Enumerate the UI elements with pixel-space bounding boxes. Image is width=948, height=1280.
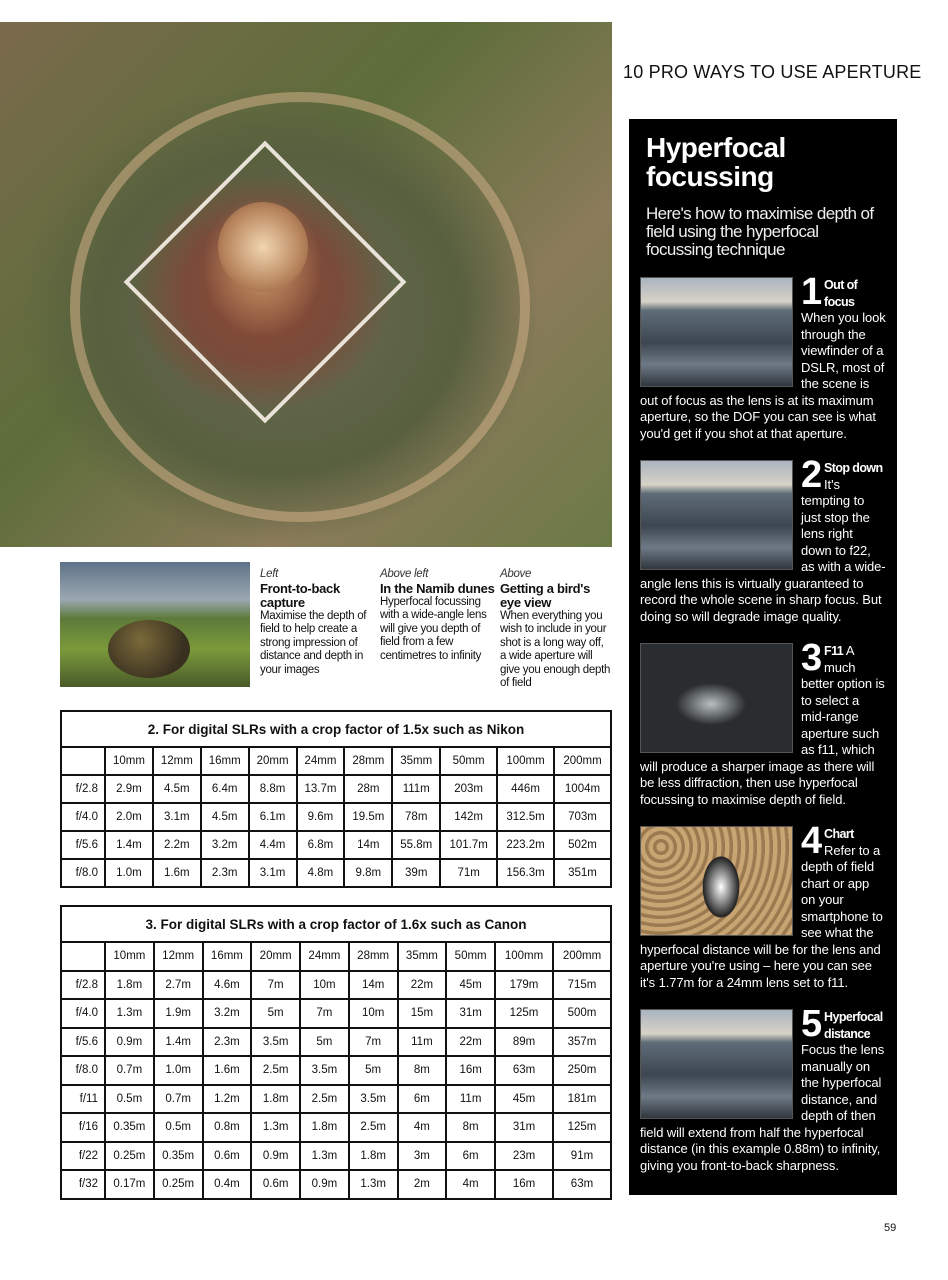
sidebar-subtitle: Here's how to maximise depth of field using the hyperfocal focussing technique [646, 204, 874, 259]
distance-cell: 4.5m [201, 803, 249, 831]
step-heading: Stop down [824, 461, 883, 475]
distance-cell: 5m [300, 1028, 349, 1057]
step-number: 5 [801, 1009, 823, 1045]
distance-cell: 357m [553, 1028, 611, 1057]
photo-rock [108, 620, 190, 678]
aperture-cell: f/16 [61, 1113, 105, 1142]
table-row [61, 775, 611, 803]
distance-cell: 3.5m [300, 1056, 349, 1085]
column-header: 12mm [154, 942, 203, 971]
distance-cell: 223.2m [497, 831, 554, 859]
distance-cell: 4m [446, 1170, 495, 1199]
distance-cell: 0.17m [105, 1170, 154, 1199]
distance-cell: 0.5m [105, 1085, 154, 1114]
distance-cell: 1.4m [154, 1028, 203, 1057]
distance-cell: 2.9m [105, 775, 153, 803]
distance-cell: 1.3m [251, 1113, 300, 1142]
aperture-cell: f/4.0 [61, 999, 105, 1028]
distance-cell: 4.5m [153, 775, 201, 803]
distance-cell: 2.5m [349, 1113, 398, 1142]
page-number: 59 [884, 1222, 897, 1234]
column-header: 100mm [495, 942, 553, 971]
distance-cell: 8m [398, 1056, 447, 1085]
distance-cell: 63m [553, 1170, 611, 1199]
aperture-cell: f/8.0 [61, 1056, 105, 1085]
column-header: 50mm [440, 747, 497, 775]
distance-cell: 2.3m [201, 859, 249, 887]
step-photo [640, 460, 793, 570]
distance-cell: 11m [398, 1028, 447, 1057]
step-number: 2 [801, 460, 823, 496]
distance-cell: 16m [495, 1170, 553, 1199]
caption-text: Hyperfocal focussing with a wide-angle lens will give you depth of field from a few centimetres to infinity [380, 595, 487, 662]
landscape-rock-photo [60, 562, 250, 687]
distance-cell: 6.4m [201, 775, 249, 803]
distance-cell: 8.8m [249, 775, 297, 803]
distance-cell: 2.5m [251, 1056, 300, 1085]
distance-cell: 3.1m [249, 859, 297, 887]
distance-cell: 1.0m [154, 1056, 203, 1085]
step-heading: Chart [824, 827, 854, 841]
distance-cell: 28m [344, 775, 392, 803]
step-5 [640, 1009, 886, 1174]
distance-cell: 7m [300, 999, 349, 1028]
distance-cell: 22m [446, 1028, 495, 1057]
distance-cell: 45m [495, 1085, 553, 1114]
distance-cell: 3.2m [203, 999, 252, 1028]
caption-title: Front-to-back capture [260, 580, 340, 610]
caption-title: In the Namib dunes [380, 580, 495, 596]
distance-cell: 5m [349, 1056, 398, 1085]
distance-cell: 15m [398, 999, 447, 1028]
caption-key: Above left [380, 568, 429, 580]
distance-cell: 1.2m [203, 1085, 252, 1114]
distance-cell: 0.4m [203, 1170, 252, 1199]
distance-cell: 14m [344, 831, 392, 859]
distance-cell: 1.8m [105, 971, 154, 1000]
table-title: 3. For digital SLRs with a crop factor of 1.6x such as Canon [61, 906, 611, 942]
aperture-cell: f/22 [61, 1142, 105, 1171]
distance-cell: 45m [446, 971, 495, 1000]
aperture-cell: f/4.0 [61, 803, 105, 831]
column-header: 12mm [153, 747, 201, 775]
distance-cell: 10m [300, 971, 349, 1000]
column-header: 28mm [349, 942, 398, 971]
distance-cell: 22m [398, 971, 447, 1000]
distance-cell: 0.5m [154, 1113, 203, 1142]
distance-cell: 31m [495, 1113, 553, 1142]
distance-cell: 78m [392, 803, 440, 831]
distance-cell: 2.7m [154, 971, 203, 1000]
distance-cell: 1.8m [300, 1113, 349, 1142]
aperture-cell: f/2.8 [61, 775, 105, 803]
distance-cell: 6m [446, 1142, 495, 1171]
distance-cell: 351m [554, 859, 611, 887]
distance-cell: 16m [446, 1056, 495, 1085]
distance-cell: 3.5m [349, 1085, 398, 1114]
distance-cell: 23m [495, 1142, 553, 1171]
distance-cell: 89m [495, 1028, 553, 1057]
column-header: 200mm [553, 942, 611, 971]
aperture-cell: f/8.0 [61, 859, 105, 887]
distance-cell: 2.2m [153, 831, 201, 859]
step-text: A much better option is to select a mid-range aperture such as f11, which will produce a sharper image as there will be less diffraction, then use hyperfocal focussing to maximise depth of field. [640, 643, 885, 807]
distance-cell: 101.7m [440, 831, 497, 859]
table-title: 2. For digital SLRs with a crop factor of 1.5x such as Nikon [61, 711, 611, 747]
distance-cell: 125m [495, 999, 553, 1028]
distance-cell: 6m [398, 1085, 447, 1114]
distance-cell: 3.2m [201, 831, 249, 859]
step-3 [640, 643, 886, 808]
step-photo [640, 826, 793, 936]
column-header: 16mm [203, 942, 252, 971]
step-heading: Out of focus [824, 278, 858, 309]
distance-cell: 3.5m [251, 1028, 300, 1057]
table-corner [61, 942, 105, 971]
table-row [61, 1113, 611, 1142]
column-header: 20mm [249, 747, 297, 775]
distance-cell: 91m [553, 1142, 611, 1171]
distance-cell: 4.8m [297, 859, 345, 887]
aperture-cell: f/32 [61, 1170, 105, 1199]
distance-cell: 0.35m [154, 1142, 203, 1171]
distance-cell: 502m [554, 831, 611, 859]
step-heading: Hyperfocal distance [824, 1010, 883, 1041]
step-number: 4 [801, 826, 823, 862]
step-text: Focus the lens manually on the hyperfocal distance, and depth of then field will extend from half the hyperfocal distance (in this example 0.88m) to infinity, giving you front-to-back sharpness. [640, 1042, 885, 1173]
distance-cell: 500m [553, 999, 611, 1028]
step-text: When you look through the viewfinder of a DSLR, most of the scene is out of focus as the lens is at its maximum aperture, so the DOF you can see is what you'd get if you shot at that aperture. [640, 310, 886, 441]
caption-key: Above [500, 568, 532, 580]
aperture-cell: f/5.6 [61, 1028, 105, 1057]
caption [380, 568, 500, 691]
distance-cell: 1.0m [105, 859, 153, 887]
distance-cell: 8m [446, 1113, 495, 1142]
column-header: 200mm [554, 747, 611, 775]
distance-cell: 11m [446, 1085, 495, 1114]
distance-cell: 1004m [554, 775, 611, 803]
distance-cell: 0.7m [154, 1085, 203, 1114]
section-header: 10 PRO WAYS TO USE APERTURE [623, 62, 922, 82]
distance-cell: 312.5m [497, 803, 554, 831]
column-header: 24mm [297, 747, 345, 775]
caption-key: Left [260, 568, 278, 580]
photo-stupa [218, 202, 308, 292]
caption [500, 568, 612, 691]
caption [260, 568, 380, 691]
distance-cell: 2.5m [300, 1085, 349, 1114]
table-row [61, 999, 611, 1028]
distance-cell: 6.1m [249, 803, 297, 831]
distance-cell: 5m [251, 999, 300, 1028]
distance-cell: 55.8m [392, 831, 440, 859]
step-number: 3 [801, 643, 823, 679]
distance-cell: 0.8m [203, 1113, 252, 1142]
distance-cell: 9.8m [344, 859, 392, 887]
distance-cell: 2m [398, 1170, 447, 1199]
caption-text: Maximise the depth of field to help create a strong impression of distance and depth in your images [260, 609, 367, 676]
distance-cell: 3m [398, 1142, 447, 1171]
distance-cell: 0.25m [105, 1142, 154, 1171]
distance-cell: 0.9m [105, 1028, 154, 1057]
distance-cell: 0.7m [105, 1056, 154, 1085]
distance-cell: 63m [495, 1056, 553, 1085]
distance-cell: 125m [553, 1113, 611, 1142]
distance-cell: 4m [398, 1113, 447, 1142]
distance-cell: 13.7m [297, 775, 345, 803]
distance-cell: 1.3m [105, 999, 154, 1028]
distance-cell: 1.3m [349, 1170, 398, 1199]
column-header: 35mm [392, 747, 440, 775]
caption-title: Getting a bird's eye view [500, 580, 591, 610]
column-header: 20mm [251, 942, 300, 971]
distance-cell: 446m [497, 775, 554, 803]
distance-cell: 2.3m [203, 1028, 252, 1057]
distance-cell: 0.6m [203, 1142, 252, 1171]
aperture-cell: f/11 [61, 1085, 105, 1114]
table-row [61, 1142, 611, 1171]
step-4 [640, 826, 886, 991]
table-row [61, 803, 611, 831]
column-header: 16mm [201, 747, 249, 775]
table-row [61, 971, 611, 1000]
distance-cell: 0.6m [251, 1170, 300, 1199]
distance-cell: 0.9m [251, 1142, 300, 1171]
distance-cell: 6.8m [297, 831, 345, 859]
hyperfocal-table-canon [60, 905, 612, 1200]
hyperfocal-sidebar [629, 119, 897, 1195]
distance-cell: 2.0m [105, 803, 153, 831]
distance-cell: 39m [392, 859, 440, 887]
distance-cell: 71m [440, 859, 497, 887]
step-2 [640, 460, 886, 625]
aperture-cell: f/5.6 [61, 831, 105, 859]
distance-cell: 703m [554, 803, 611, 831]
distance-cell: 179m [495, 971, 553, 1000]
distance-cell: 1.3m [300, 1142, 349, 1171]
distance-cell: 0.9m [300, 1170, 349, 1199]
column-header: 24mm [300, 942, 349, 971]
table-row [61, 1028, 611, 1057]
distance-cell: 0.25m [154, 1170, 203, 1199]
distance-cell: 1.4m [105, 831, 153, 859]
distance-cell: 1.6m [203, 1056, 252, 1085]
distance-cell: 7m [251, 971, 300, 1000]
column-header: 10mm [105, 747, 153, 775]
distance-cell: 156.3m [497, 859, 554, 887]
table-corner [61, 747, 105, 775]
distance-cell: 0.35m [105, 1113, 154, 1142]
aperture-cell: f/2.8 [61, 971, 105, 1000]
table-row [61, 1170, 611, 1199]
distance-cell: 250m [553, 1056, 611, 1085]
photo-captions [260, 568, 612, 691]
distance-cell: 3.1m [153, 803, 201, 831]
step-heading: F11 [824, 644, 844, 658]
distance-cell: 181m [553, 1085, 611, 1114]
distance-cell: 4.6m [203, 971, 252, 1000]
distance-cell: 1.9m [154, 999, 203, 1028]
distance-cell: 14m [349, 971, 398, 1000]
column-header: 50mm [446, 942, 495, 971]
column-header: 28mm [344, 747, 392, 775]
table-row [61, 859, 611, 887]
table-row [61, 831, 611, 859]
column-header: 100mm [497, 747, 554, 775]
distance-cell: 7m [349, 1028, 398, 1057]
distance-cell: 111m [392, 775, 440, 803]
hyperfocal-table-nikon [60, 710, 612, 888]
table-row [61, 1056, 611, 1085]
distance-cell: 1.6m [153, 859, 201, 887]
distance-cell: 10m [349, 999, 398, 1028]
distance-cell: 203m [440, 775, 497, 803]
distance-cell: 9.6m [297, 803, 345, 831]
step-photo [640, 643, 793, 753]
distance-cell: 142m [440, 803, 497, 831]
distance-cell: 715m [553, 971, 611, 1000]
sidebar-title: Hyperfocal focussing [646, 132, 786, 192]
caption-text: When everything you wish to include in your shot is a long way off, a wide aperture will give you enough depth of field [500, 609, 611, 689]
distance-cell: 31m [446, 999, 495, 1028]
distance-cell: 1.8m [251, 1085, 300, 1114]
aerial-temple-photo [0, 22, 612, 547]
distance-cell: 4.4m [249, 831, 297, 859]
table-row [61, 1085, 611, 1114]
distance-cell: 19.5m [344, 803, 392, 831]
step-photo [640, 1009, 793, 1119]
step-text: It's tempting to just stop the lens right down to f22, as with a wide-angle lens this is virtually guaranteed to record the whole scene in sharp focus. But doing so will degrade image quality. [640, 476, 886, 624]
step-1 [640, 277, 886, 442]
step-number: 1 [801, 277, 823, 313]
step-text: Refer to a depth of field chart or app on your smartphone to see what the hyperfocal distance will be for the lens and aperture you're using – here you can see it's 1.77m for a 24mm lens set to f11. [640, 842, 883, 990]
distance-cell: 1.8m [349, 1142, 398, 1171]
column-header: 35mm [398, 942, 447, 971]
column-header: 10mm [105, 942, 154, 971]
step-photo [640, 277, 793, 387]
